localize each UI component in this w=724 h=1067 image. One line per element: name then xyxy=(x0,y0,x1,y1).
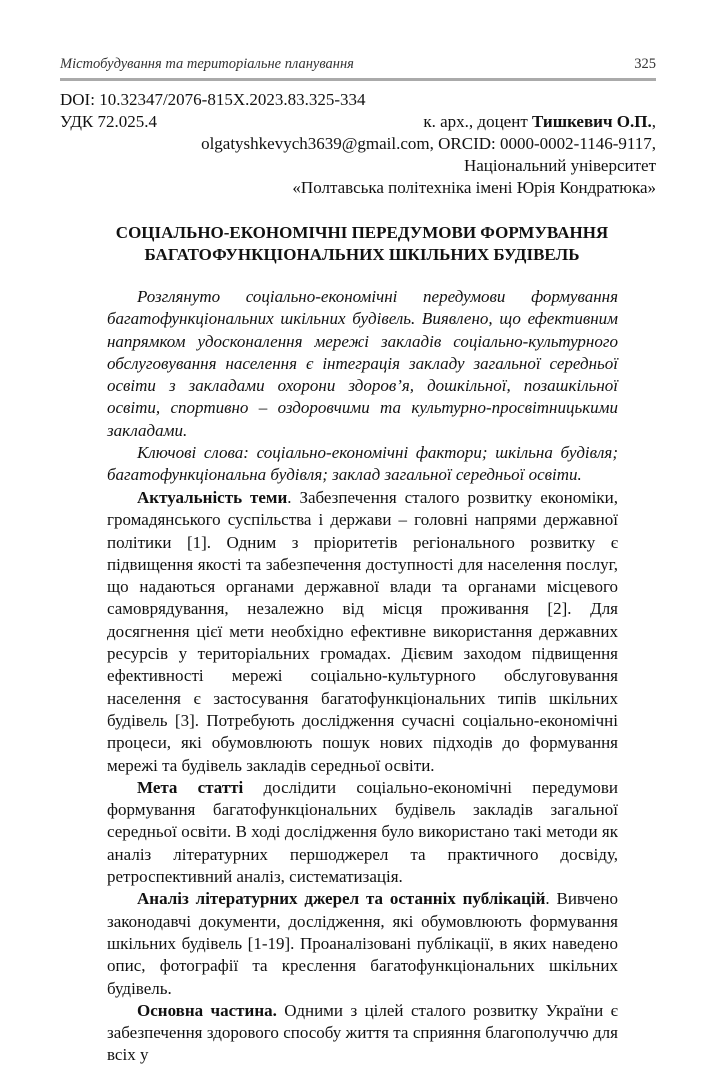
section-relevance xyxy=(107,487,618,777)
title-line2: БАГАТОФУНКЦІОНАЛЬНИХ ШКІЛЬНИХ БУДІВЕЛЬ xyxy=(144,245,580,264)
affiliation-line1: Національний університет xyxy=(463,156,656,175)
body-text xyxy=(107,487,618,1067)
section-text: дослідити соціально-економічні передумови формування багатофункціональних будівель закладів загальної середньої освіти. В ході дослідження було використано такі методи як аналіз літературних першоджерел та практичного досвіду, ретроспективний аналіз, систематизація. xyxy=(107,777,618,887)
abstract xyxy=(107,286,618,487)
author-suffix: , xyxy=(651,112,656,131)
doi: DOI: 10.32347/2076-815X.2023.83.325-334 xyxy=(60,90,366,109)
article-title xyxy=(60,222,664,266)
author-contact: olgatyshkevych3639@gmail.com, ORCID: 0000-0002-1146-9117, xyxy=(201,134,656,153)
section-heading: Основна частина. xyxy=(137,1000,277,1020)
author-line xyxy=(423,112,656,132)
affiliation-line2: «Полтавська політехніка імені Юрія Кондратюка» xyxy=(292,178,656,197)
section-literature xyxy=(107,888,618,999)
section-aim xyxy=(107,777,618,888)
section-text: . Вивчено законодавчі документи, дослідження, які обумовлюють формування шкільних будівель [1-19]. Проаналізовані публікації, в яких наведено опис, фотографії та креслення багатофункціональних шкільних будівель. xyxy=(107,889,618,998)
page-number: 325 xyxy=(634,56,656,72)
header-rule xyxy=(60,78,656,81)
udc: УДК 72.025.4 xyxy=(60,112,158,131)
author-name: Тишкевич О.П. xyxy=(532,112,652,131)
author-prefix: к. арх., доцент xyxy=(423,112,532,131)
keywords: Ключові слова: соціально-економічні фактори; шкільна будівля; багатофункціональна будівля; заклад загальної середньої освіти. xyxy=(107,443,618,485)
section-heading: Актуальність теми xyxy=(137,488,288,507)
section-main xyxy=(107,1000,618,1067)
journal-title: Містобудування та територіальне планування xyxy=(60,56,354,72)
section-text: . Забезпечення сталого розвитку економіки, громадянського суспільства і держави – головні напрями державної політики [1]. Одним з пріоритетів регіонального розвитку є підвищення якості та забезпечення доступності для населення послуг, що надаються органами державної влади та органами місцевого самоврядування, незалежно від місця проживання [2]. Для досягнення цієї мети необхідно ефективне використання державних ресурсів у територіальних громадах. Дієвим заходом підвищення ефективності мережі соціально-культурного обслуговування населення є застосування багатофункціональних типів шкільних будівель [3]. Потребують дослідження сучасні соціально-економічні процеси, які обумовлюють пошук нових підходів до формування мережі та будівель закладів середньої освіти. xyxy=(107,488,619,775)
section-heading: Аналіз літературних джерел та останніх публікацій xyxy=(137,889,546,909)
section-heading: Мета статті xyxy=(137,777,244,797)
abstract-text: Розглянуто соціально-економічні передумови формування багатофункціональних шкільних будівель. Виявлено, що ефективним напрямком удосконалення мережі закладів соціально-культурного обслуговування населення є інтеграція закладу загальної середньої освіти з закладами охорони здоров’я, дошкільної, позашкільної освіти, спортивно – оздоровчими та культурно-просвітницькими закладами. xyxy=(107,287,618,440)
section-text: Одними з цілей сталого розвитку України є забезпечення здорового способу життя та сприяння благополуччю для всіх у xyxy=(107,1000,618,1065)
running-header xyxy=(60,56,656,73)
title-line1: СОЦІАЛЬНО-ЕКОНОМІЧНІ ПЕРЕДУМОВИ ФОРМУВАННЯ xyxy=(115,223,609,242)
